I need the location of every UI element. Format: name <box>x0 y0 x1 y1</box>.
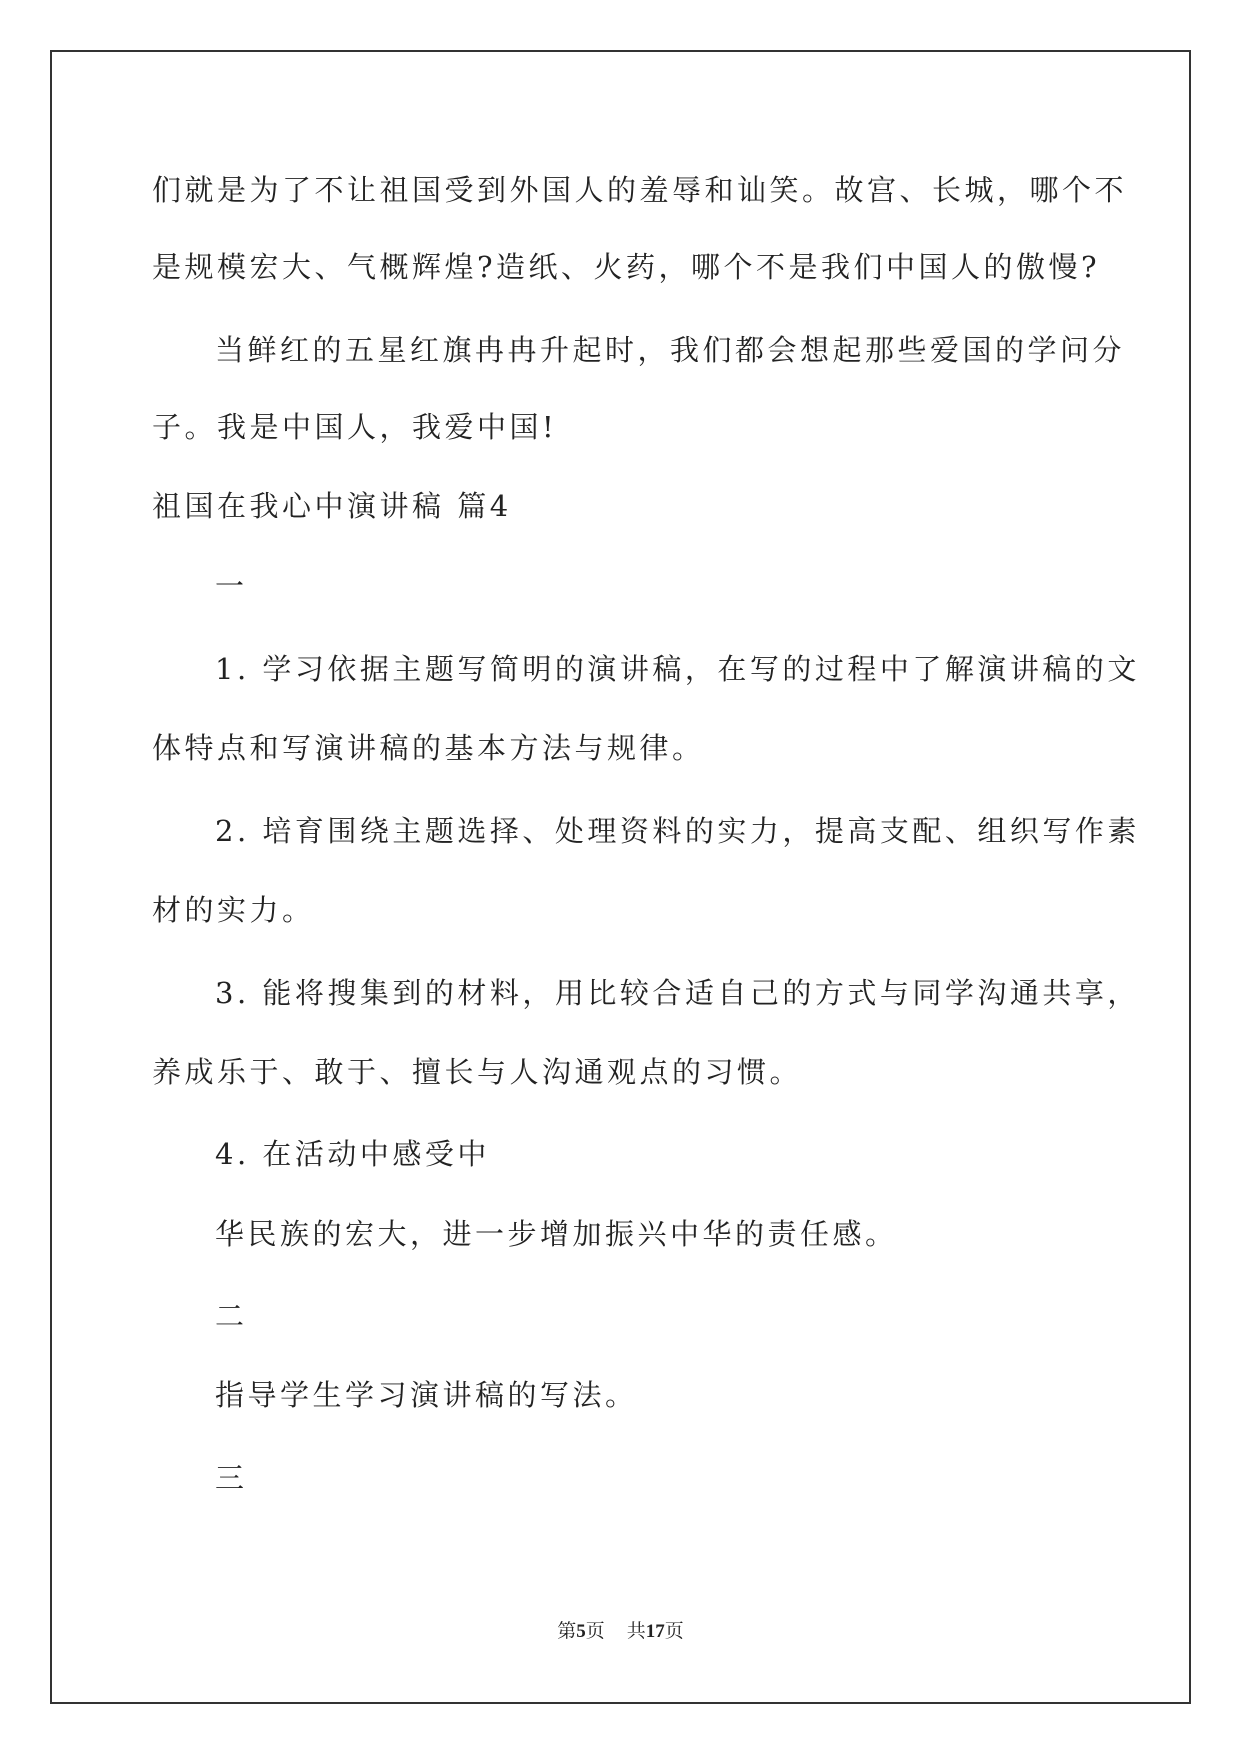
paragraph-line: 1. 学习依据主题写简明的演讲稿，在写的过程中了解演讲稿的文 <box>215 652 1140 686</box>
paragraph-line: 子。我是中国人，我爱中国! <box>152 410 558 444</box>
paragraph-line: 华民族的宏大，进一步增加振兴中华的责任感。 <box>215 1217 898 1251</box>
paragraph-line: 指导学生学习演讲稿的写法。 <box>215 1378 638 1412</box>
paragraph-line: 养成乐于、敢于、擅长与人沟通观点的习惯。 <box>152 1055 803 1089</box>
page-footer <box>0 1620 1241 1644</box>
page-unit: 页 <box>585 1621 605 1642</box>
section-number: 三 <box>215 1461 248 1495</box>
paragraph-line: 是规模宏大、气概辉煌?造纸、火药，哪个不是我们中国人的傲慢? <box>152 250 1101 284</box>
total-prefix: 共 <box>626 1621 646 1642</box>
page-prefix: 第 <box>557 1621 577 1642</box>
section-heading: 祖国在我心中演讲稿 篇4 <box>152 489 512 523</box>
paragraph-line: 2. 培育围绕主题选择、处理资料的实力，提高支配、组织写作素 <box>215 814 1140 848</box>
total-unit: 页 <box>664 1621 684 1642</box>
paragraph-line: 4. 在活动中感受中 <box>215 1137 490 1171</box>
page-border <box>50 50 1191 1704</box>
paragraph-line: 当鲜红的五星红旗冉冉升起时，我们都会想起那些爱国的学问分 <box>215 333 1126 367</box>
page-number: 5 <box>576 1621 586 1642</box>
section-number: 一 <box>215 569 248 603</box>
total-pages: 17 <box>645 1621 665 1642</box>
paragraph-line: 材的实力。 <box>152 893 315 927</box>
section-number: 二 <box>215 1299 248 1333</box>
paragraph-line: 3. 能将搜集到的材料，用比较合适自己的方式与同学沟通共享， <box>215 976 1140 1010</box>
paragraph-line: 体特点和写演讲稿的基本方法与规律。 <box>152 731 705 765</box>
paragraph-line: 们就是为了不让祖国受到外国人的羞辱和讪笑。故宫、长城，哪个不 <box>152 173 1128 207</box>
